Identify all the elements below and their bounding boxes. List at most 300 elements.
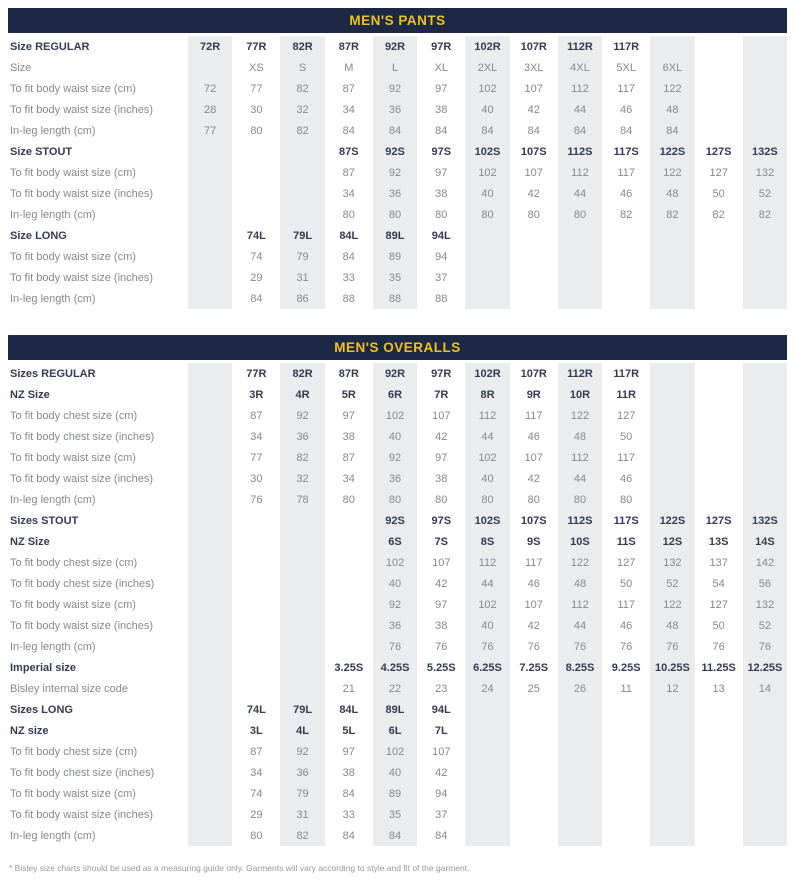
table-cell xyxy=(510,741,556,762)
table-cell xyxy=(463,720,509,741)
row-label: To fit body waist size (cm) xyxy=(10,166,136,179)
table-cell: 80 xyxy=(602,489,648,510)
table-cell: 40 xyxy=(371,426,417,447)
table-cell: 97R xyxy=(417,36,463,57)
table-row xyxy=(8,447,787,468)
table-cell: 76 xyxy=(510,636,556,657)
table-cell: 80 xyxy=(417,489,463,510)
table-cell: 84 xyxy=(371,120,417,141)
table-cell xyxy=(186,288,232,309)
table-cell: 50 xyxy=(602,426,648,447)
table-cell xyxy=(278,510,324,531)
table-cell xyxy=(186,162,232,183)
table-cell: 52 xyxy=(741,615,787,636)
table-cell: 76 xyxy=(371,636,417,657)
table-cell: 84 xyxy=(510,120,556,141)
table-cell: 76 xyxy=(741,636,787,657)
table-cell: 7L xyxy=(417,720,463,741)
table-cell: 88 xyxy=(325,288,371,309)
table-cell xyxy=(186,573,232,594)
table-cell: 33 xyxy=(325,267,371,288)
table-cell xyxy=(186,699,232,720)
table-cell: 127S xyxy=(695,141,741,162)
table-cell xyxy=(463,825,509,846)
table-cell: 46 xyxy=(602,615,648,636)
table-cell xyxy=(510,762,556,783)
table-row xyxy=(8,78,787,99)
row-label: To fit body chest size (cm) xyxy=(10,409,138,422)
table-cell xyxy=(186,225,232,246)
row-label: To fit body waist size (inches) xyxy=(10,103,154,116)
table-cell: 117R xyxy=(602,363,648,384)
table-cell xyxy=(186,783,232,804)
table-cell: 13S xyxy=(695,531,741,552)
table-cell: 36 xyxy=(278,426,324,447)
table-cell xyxy=(741,384,787,405)
table-cell: 50 xyxy=(602,573,648,594)
table-row xyxy=(8,405,787,426)
table-cell xyxy=(186,384,232,405)
table-cell xyxy=(186,510,232,531)
table-cell: 117 xyxy=(602,78,648,99)
table-cell: 92 xyxy=(371,594,417,615)
row-label: Size LONG xyxy=(10,229,67,242)
table-cell: 50 xyxy=(695,615,741,636)
table-cell: 52 xyxy=(741,183,787,204)
table-cell xyxy=(741,762,787,783)
table-cell: 122S xyxy=(648,141,694,162)
table-cell: 102S xyxy=(463,141,509,162)
table-cell: 84 xyxy=(648,120,694,141)
row-label: In-leg length (cm) xyxy=(10,829,96,842)
table-cell: 84 xyxy=(602,120,648,141)
table-cell xyxy=(232,615,278,636)
table-cell: 7S xyxy=(417,531,463,552)
mens-pants-title xyxy=(8,8,787,33)
mens-overalls-title xyxy=(8,335,787,360)
table-cell: 117 xyxy=(602,162,648,183)
table-cell xyxy=(510,246,556,267)
table-cell: 77 xyxy=(232,78,278,99)
table-row xyxy=(8,699,787,720)
table-cell: 44 xyxy=(463,573,509,594)
table-cell: 102S xyxy=(463,510,509,531)
table-cell: 89 xyxy=(371,246,417,267)
table-row xyxy=(8,510,787,531)
table-cell xyxy=(741,825,787,846)
table-cell: 74 xyxy=(232,783,278,804)
table-cell xyxy=(186,447,232,468)
table-row xyxy=(8,267,787,288)
table-cell xyxy=(556,267,602,288)
table-cell: 112 xyxy=(556,162,602,183)
table-cell: 37 xyxy=(417,804,463,825)
table-row xyxy=(8,426,787,447)
table-cell: 4L xyxy=(278,720,324,741)
table-cell: 97 xyxy=(325,741,371,762)
table-cell xyxy=(695,426,741,447)
table-cell: 12 xyxy=(648,678,694,699)
table-cell: 112S xyxy=(556,141,602,162)
table-cell: 82 xyxy=(695,204,741,225)
table-cell xyxy=(648,246,694,267)
table-cell: 10.25S xyxy=(648,657,694,678)
table-cell xyxy=(463,741,509,762)
table-cell xyxy=(186,141,232,162)
table-cell: 78 xyxy=(278,489,324,510)
table-cell xyxy=(556,783,602,804)
table-cell: 84 xyxy=(232,288,278,309)
table-cell: 3.25S xyxy=(325,657,371,678)
table-cell: 94 xyxy=(417,783,463,804)
table-cell: 38 xyxy=(417,468,463,489)
table-cell: 9.25S xyxy=(602,657,648,678)
table-cell xyxy=(325,552,371,573)
table-cell xyxy=(648,783,694,804)
table-cell xyxy=(510,804,556,825)
table-cell: 48 xyxy=(648,183,694,204)
table-cell: 84L xyxy=(325,699,371,720)
table-cell: 38 xyxy=(417,183,463,204)
table-cell: 14 xyxy=(741,678,787,699)
table-cell: 117 xyxy=(602,447,648,468)
row-label: To fit body chest size (inches) xyxy=(10,430,155,443)
table-cell xyxy=(695,120,741,141)
table-cell xyxy=(602,225,648,246)
table-cell: L xyxy=(371,57,417,78)
table-cell: 97 xyxy=(417,162,463,183)
table-cell xyxy=(186,762,232,783)
table-row xyxy=(8,36,787,57)
table-cell xyxy=(556,720,602,741)
table-cell xyxy=(278,615,324,636)
table-cell xyxy=(556,288,602,309)
table-cell xyxy=(695,36,741,57)
table-cell: 30 xyxy=(232,468,278,489)
table-row xyxy=(8,825,787,846)
table-row xyxy=(8,204,787,225)
table-cell: 38 xyxy=(417,615,463,636)
table-cell xyxy=(741,405,787,426)
table-cell: 102R xyxy=(463,363,509,384)
table-cell: 80 xyxy=(510,489,556,510)
table-cell: 88 xyxy=(417,288,463,309)
table-cell xyxy=(648,825,694,846)
table-cell: 142 xyxy=(741,552,787,573)
table-cell: 34 xyxy=(232,762,278,783)
table-cell: 92 xyxy=(371,162,417,183)
table-cell: 107 xyxy=(417,405,463,426)
table-cell: 117R xyxy=(602,36,648,57)
row-label: Bisley internal size code xyxy=(10,682,129,695)
table-cell: 80 xyxy=(463,489,509,510)
table-cell: 92S xyxy=(371,510,417,531)
table-cell: 25 xyxy=(510,678,556,699)
table-cell: 87 xyxy=(325,447,371,468)
table-cell xyxy=(278,636,324,657)
table-cell: 117S xyxy=(602,510,648,531)
table-cell xyxy=(695,447,741,468)
table-cell: 48 xyxy=(648,615,694,636)
table-cell xyxy=(186,363,232,384)
table-row xyxy=(8,741,787,762)
table-cell: 42 xyxy=(510,183,556,204)
table-cell xyxy=(186,615,232,636)
table-cell: 112 xyxy=(463,552,509,573)
table-cell: 37 xyxy=(417,267,463,288)
table-cell xyxy=(695,804,741,825)
table-cell: 80 xyxy=(556,489,602,510)
table-cell xyxy=(741,783,787,804)
table-cell xyxy=(695,246,741,267)
table-cell xyxy=(648,267,694,288)
row-label: To fit body waist size (cm) xyxy=(10,598,136,611)
table-cell xyxy=(695,468,741,489)
table-cell: 21 xyxy=(325,678,371,699)
table-cell xyxy=(278,162,324,183)
table-cell: 84 xyxy=(325,120,371,141)
table-cell xyxy=(648,426,694,447)
table-cell xyxy=(510,783,556,804)
table-cell xyxy=(186,426,232,447)
table-cell: 76 xyxy=(556,636,602,657)
table-cell xyxy=(602,267,648,288)
table-row xyxy=(8,489,787,510)
table-cell: 36 xyxy=(371,183,417,204)
table-cell: 80 xyxy=(463,204,509,225)
table-cell xyxy=(602,720,648,741)
table-cell: 97 xyxy=(417,447,463,468)
table-cell: 9R xyxy=(510,384,556,405)
table-row xyxy=(8,468,787,489)
table-row xyxy=(8,804,787,825)
table-cell: 44 xyxy=(556,183,602,204)
table-cell: S xyxy=(278,57,324,78)
table-cell xyxy=(741,447,787,468)
table-cell xyxy=(695,363,741,384)
table-cell: 84 xyxy=(417,825,463,846)
table-cell: 32 xyxy=(278,99,324,120)
row-label: To fit body waist size (cm) xyxy=(10,250,136,263)
table-cell xyxy=(186,636,232,657)
table-cell: 127S xyxy=(695,510,741,531)
table-cell xyxy=(186,531,232,552)
table-cell: 28 xyxy=(186,99,232,120)
table-cell xyxy=(695,405,741,426)
table-cell: 11 xyxy=(602,678,648,699)
table-cell: 102 xyxy=(371,552,417,573)
table-cell xyxy=(186,57,232,78)
table-cell: 38 xyxy=(325,762,371,783)
table-cell: 76 xyxy=(695,636,741,657)
table-cell xyxy=(695,825,741,846)
row-label: NZ size xyxy=(10,724,49,737)
table-cell: 42 xyxy=(417,426,463,447)
table-cell: 34 xyxy=(232,426,278,447)
table-cell: 84L xyxy=(325,225,371,246)
table-cell xyxy=(695,384,741,405)
table-cell xyxy=(602,783,648,804)
table-row xyxy=(8,594,787,615)
table-cell xyxy=(186,405,232,426)
table-cell xyxy=(186,267,232,288)
table-cell: 34 xyxy=(325,99,371,120)
row-label: NZ Size xyxy=(10,388,50,401)
table-cell: 87 xyxy=(232,741,278,762)
table-cell: 102 xyxy=(371,405,417,426)
table-cell: 97 xyxy=(325,405,371,426)
table-cell: 11S xyxy=(602,531,648,552)
table-cell: 32 xyxy=(278,468,324,489)
table-cell: 88 xyxy=(371,288,417,309)
table-cell: 107R xyxy=(510,363,556,384)
table-cell: 102 xyxy=(463,594,509,615)
table-cell xyxy=(741,363,787,384)
table-cell: 6.25S xyxy=(463,657,509,678)
table-cell: 82 xyxy=(648,204,694,225)
table-cell: 22 xyxy=(371,678,417,699)
table-cell xyxy=(232,162,278,183)
table-cell xyxy=(463,246,509,267)
table-cell xyxy=(695,741,741,762)
table-cell: 40 xyxy=(371,762,417,783)
table-row xyxy=(8,384,787,405)
table-cell xyxy=(741,99,787,120)
table-cell: 42 xyxy=(510,615,556,636)
table-cell xyxy=(695,267,741,288)
table-cell xyxy=(648,225,694,246)
table-cell: 5R xyxy=(325,384,371,405)
table-cell xyxy=(325,573,371,594)
table-cell xyxy=(186,741,232,762)
table-cell: 76 xyxy=(602,636,648,657)
table-cell: 42 xyxy=(417,762,463,783)
table-cell: 102 xyxy=(371,741,417,762)
table-cell: 4R xyxy=(278,384,324,405)
table-cell: 5.25S xyxy=(417,657,463,678)
table-cell: 82 xyxy=(741,204,787,225)
table-cell: 107R xyxy=(510,36,556,57)
table-cell: 44 xyxy=(556,99,602,120)
table-row xyxy=(8,246,787,267)
table-row xyxy=(8,162,787,183)
table-cell xyxy=(510,225,556,246)
table-cell: 122S xyxy=(648,510,694,531)
table-cell: 26 xyxy=(556,678,602,699)
table-row xyxy=(8,552,787,573)
table-cell: 80 xyxy=(417,204,463,225)
table-cell xyxy=(648,363,694,384)
table-cell xyxy=(556,804,602,825)
table-cell xyxy=(463,804,509,825)
table-cell: 12S xyxy=(648,531,694,552)
table-cell: 107 xyxy=(417,741,463,762)
table-cell xyxy=(278,594,324,615)
table-cell: 92S xyxy=(371,141,417,162)
table-cell xyxy=(648,36,694,57)
table-cell xyxy=(510,825,556,846)
row-label: Size REGULAR xyxy=(10,40,90,53)
table-cell xyxy=(463,267,509,288)
table-cell: 87 xyxy=(232,405,278,426)
table-cell: 87S xyxy=(325,141,371,162)
table-cell: 92 xyxy=(278,405,324,426)
table-cell: 82 xyxy=(278,78,324,99)
table-cell: 13 xyxy=(695,678,741,699)
row-label: To fit body waist size (inches) xyxy=(10,808,154,821)
table-cell xyxy=(648,468,694,489)
row-label: Size xyxy=(10,61,32,74)
table-cell: 11.25S xyxy=(695,657,741,678)
table-cell: 84 xyxy=(325,783,371,804)
table-cell: 84 xyxy=(556,120,602,141)
table-cell: 72 xyxy=(186,78,232,99)
table-cell: 76 xyxy=(417,636,463,657)
table-cell xyxy=(556,762,602,783)
table-cell: 82 xyxy=(278,447,324,468)
table-cell: 10S xyxy=(556,531,602,552)
table-cell xyxy=(695,699,741,720)
table-cell: 94 xyxy=(417,246,463,267)
table-cell xyxy=(648,699,694,720)
table-cell: 94L xyxy=(417,225,463,246)
table-cell: 5XL xyxy=(602,57,648,78)
table-cell: 92R xyxy=(371,36,417,57)
row-label: In-leg length (cm) xyxy=(10,124,96,137)
table-cell: 42 xyxy=(510,99,556,120)
table-cell xyxy=(695,762,741,783)
table-cell: 86 xyxy=(278,288,324,309)
table-cell: 76 xyxy=(463,636,509,657)
table-cell: 31 xyxy=(278,804,324,825)
row-label: To fit body chest size (inches) xyxy=(10,766,155,779)
table-cell xyxy=(463,783,509,804)
table-cell: 82R xyxy=(278,36,324,57)
table-cell xyxy=(232,183,278,204)
table-cell: 79 xyxy=(278,783,324,804)
table-cell: 132S xyxy=(741,510,787,531)
table-row xyxy=(8,120,787,141)
table-cell: 4.25S xyxy=(371,657,417,678)
table-cell: 8.25S xyxy=(556,657,602,678)
table-cell: 48 xyxy=(648,99,694,120)
table-cell xyxy=(232,141,278,162)
table-cell xyxy=(510,720,556,741)
table-cell: 54 xyxy=(695,573,741,594)
table-cell: 38 xyxy=(325,426,371,447)
table-cell xyxy=(741,78,787,99)
table-cell: 122 xyxy=(648,162,694,183)
table-cell: 107 xyxy=(510,594,556,615)
table-cell: 79L xyxy=(278,699,324,720)
table-cell xyxy=(463,288,509,309)
table-title: MEN'S OVERALLS xyxy=(334,340,461,355)
table-cell: 74L xyxy=(232,699,278,720)
table-cell xyxy=(648,741,694,762)
table-row xyxy=(8,615,787,636)
table-cell: 132 xyxy=(741,594,787,615)
table-cell: 87 xyxy=(325,162,371,183)
table-cell: 42 xyxy=(510,468,556,489)
table-cell: 74L xyxy=(232,225,278,246)
table-cell xyxy=(602,288,648,309)
row-label: Sizes REGULAR xyxy=(10,367,96,380)
table-cell: 107 xyxy=(510,78,556,99)
table-row xyxy=(8,573,787,594)
table-cell: 46 xyxy=(602,99,648,120)
table-cell xyxy=(695,720,741,741)
table-cell: 80 xyxy=(371,489,417,510)
